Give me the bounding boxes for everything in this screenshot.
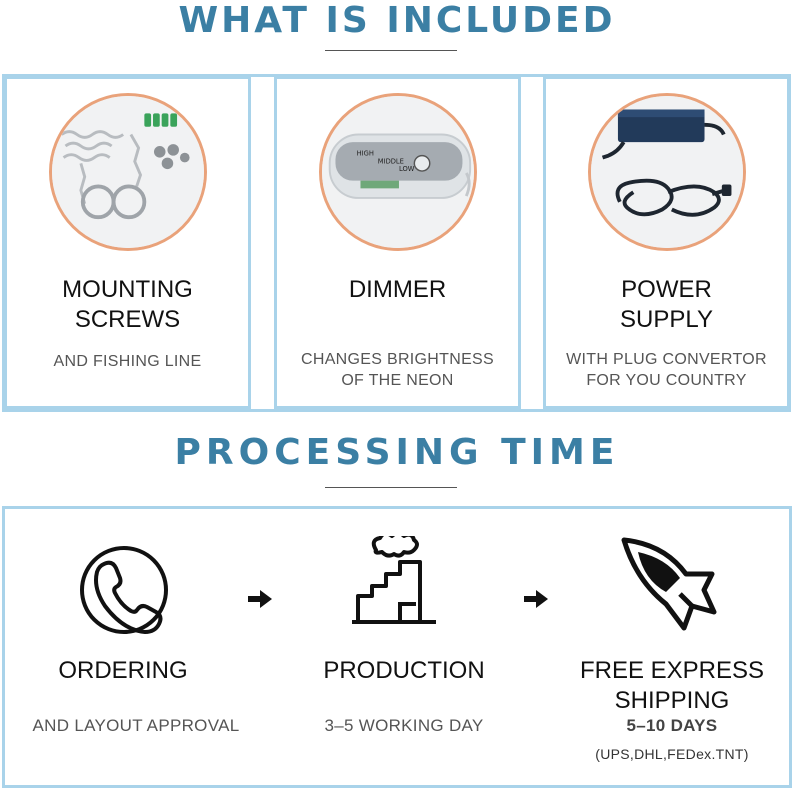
included-title: WHAT IS INCLUDED [178,0,616,41]
mounting-kit-photo [49,93,207,251]
card-description: CHANGES BRIGHTNESS OF THE NEON [301,351,494,389]
dimmer-photo [319,93,477,251]
step-desc-production: 3–5 WORKING DAY [324,716,484,735]
power-supply-photo [588,93,746,251]
svg-text:HIGH: HIGH [356,149,374,158]
arrow-right-icon [248,590,272,613]
card-dimmer [274,76,521,409]
card-description: AND FISHING LINE [53,353,202,370]
processing-title-rule [325,487,457,488]
included-title-rule [325,50,457,51]
svg-text:LOW: LOW [398,165,414,174]
card-title: MOUNTING SCREWS [62,276,193,333]
card-power-supply [543,76,790,409]
step-title-ordering: ORDERING [58,657,188,684]
arrow-right-icon [524,590,548,613]
phone-icon [76,542,172,638]
step-title-production: PRODUCTION [323,657,485,684]
rocket-icon [618,534,718,634]
step-desc-ordering: AND LAYOUT APPROVAL [32,716,240,735]
step-title-shipping: FREE EXPRESS SHIPPING [579,657,765,714]
step-shipping-days: 5–10 DAYS [626,716,718,735]
card-title: POWER SUPPLY [620,276,713,333]
card-mounting-screws [4,76,251,409]
card-description: WITH PLUG CONVERTOR FOR YOU COUNTRY [566,351,767,389]
step-shipping-carriers: (UPS,DHL,FEDex.TNT) [595,746,749,762]
processing-title: PROCESSING TIME [174,432,620,473]
card-title: DIMMER [348,276,447,303]
factory-icon [346,536,442,632]
svg-text:MIDDLE: MIDDLE [377,157,404,166]
